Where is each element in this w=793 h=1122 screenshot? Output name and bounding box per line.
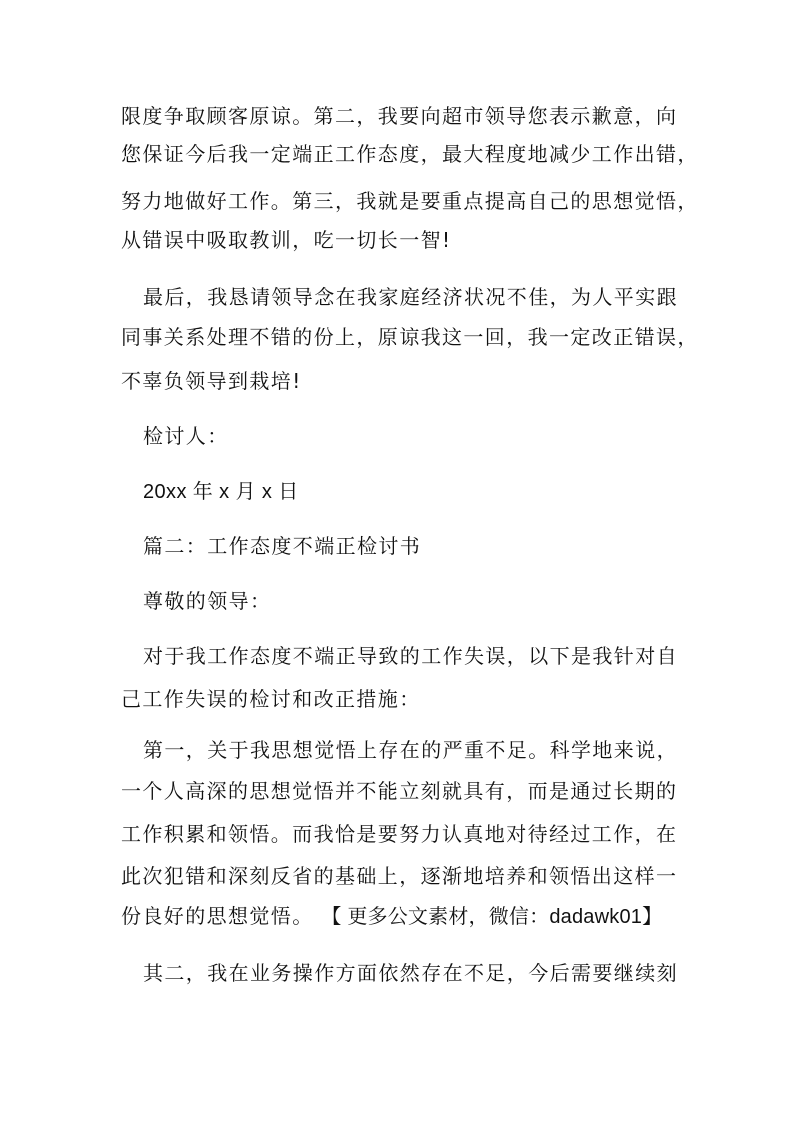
text-line: 从错误中吸取教训，吃一切长一智! (121, 228, 452, 252)
text-line: 工作积累和领悟。而我恰是要努力认真地对待经过工作，在 (121, 822, 678, 846)
text-line: 此次犯错和深刻反省的基础上，逐渐地培养和领悟出这样一 (121, 864, 678, 888)
salutation: 尊敬的领导： (143, 589, 272, 613)
text-line: 最后，我恳请领导念在我家庭经济状况不佳，为人平实跟 (143, 285, 678, 309)
text-line: 其二，我在业务操作方面依然存在不足，今后需要继续刻 (143, 961, 678, 985)
text-line: 限度争取顾客原谅。第二，我要向超市领导您表示歉意，向 (121, 104, 678, 128)
date-line: 20xx 年 x 月 x 日 (143, 481, 299, 503)
text-line: 同事关系处理不错的份上，原谅我这一回，我一定改正错误， (121, 325, 699, 349)
promo-text: 【 更多公文素材，微信：dadawk01】 (321, 906, 663, 928)
text-line: 己工作失误的检讨和改正措施： (121, 687, 421, 711)
text-line: 一个人高深的思想觉悟并不能立刻就具有，而是通过长期的 (121, 779, 678, 803)
signature-label: 检讨人： (143, 424, 229, 448)
text-line: 第一，关于我思想觉悟上存在的严重不足。科学地来说， (143, 738, 678, 762)
text-line: 努力地做好工作。第三，我就是要重点提高自己的思想觉悟， (121, 189, 699, 213)
text-line-with-promo (121, 904, 662, 929)
text-line: 对于我工作态度不端正导致的工作失误，以下是我针对自 (143, 644, 678, 668)
text-line: 份良好的思想觉悟。 (121, 904, 314, 928)
text-line: 不辜负领导到栽培! (121, 369, 302, 393)
section-heading: 篇二：工作态度不端正检讨书 (143, 534, 422, 558)
text-line: 您保证今后我一定端正工作态度，最大程度地减少工作出错， (121, 142, 699, 166)
